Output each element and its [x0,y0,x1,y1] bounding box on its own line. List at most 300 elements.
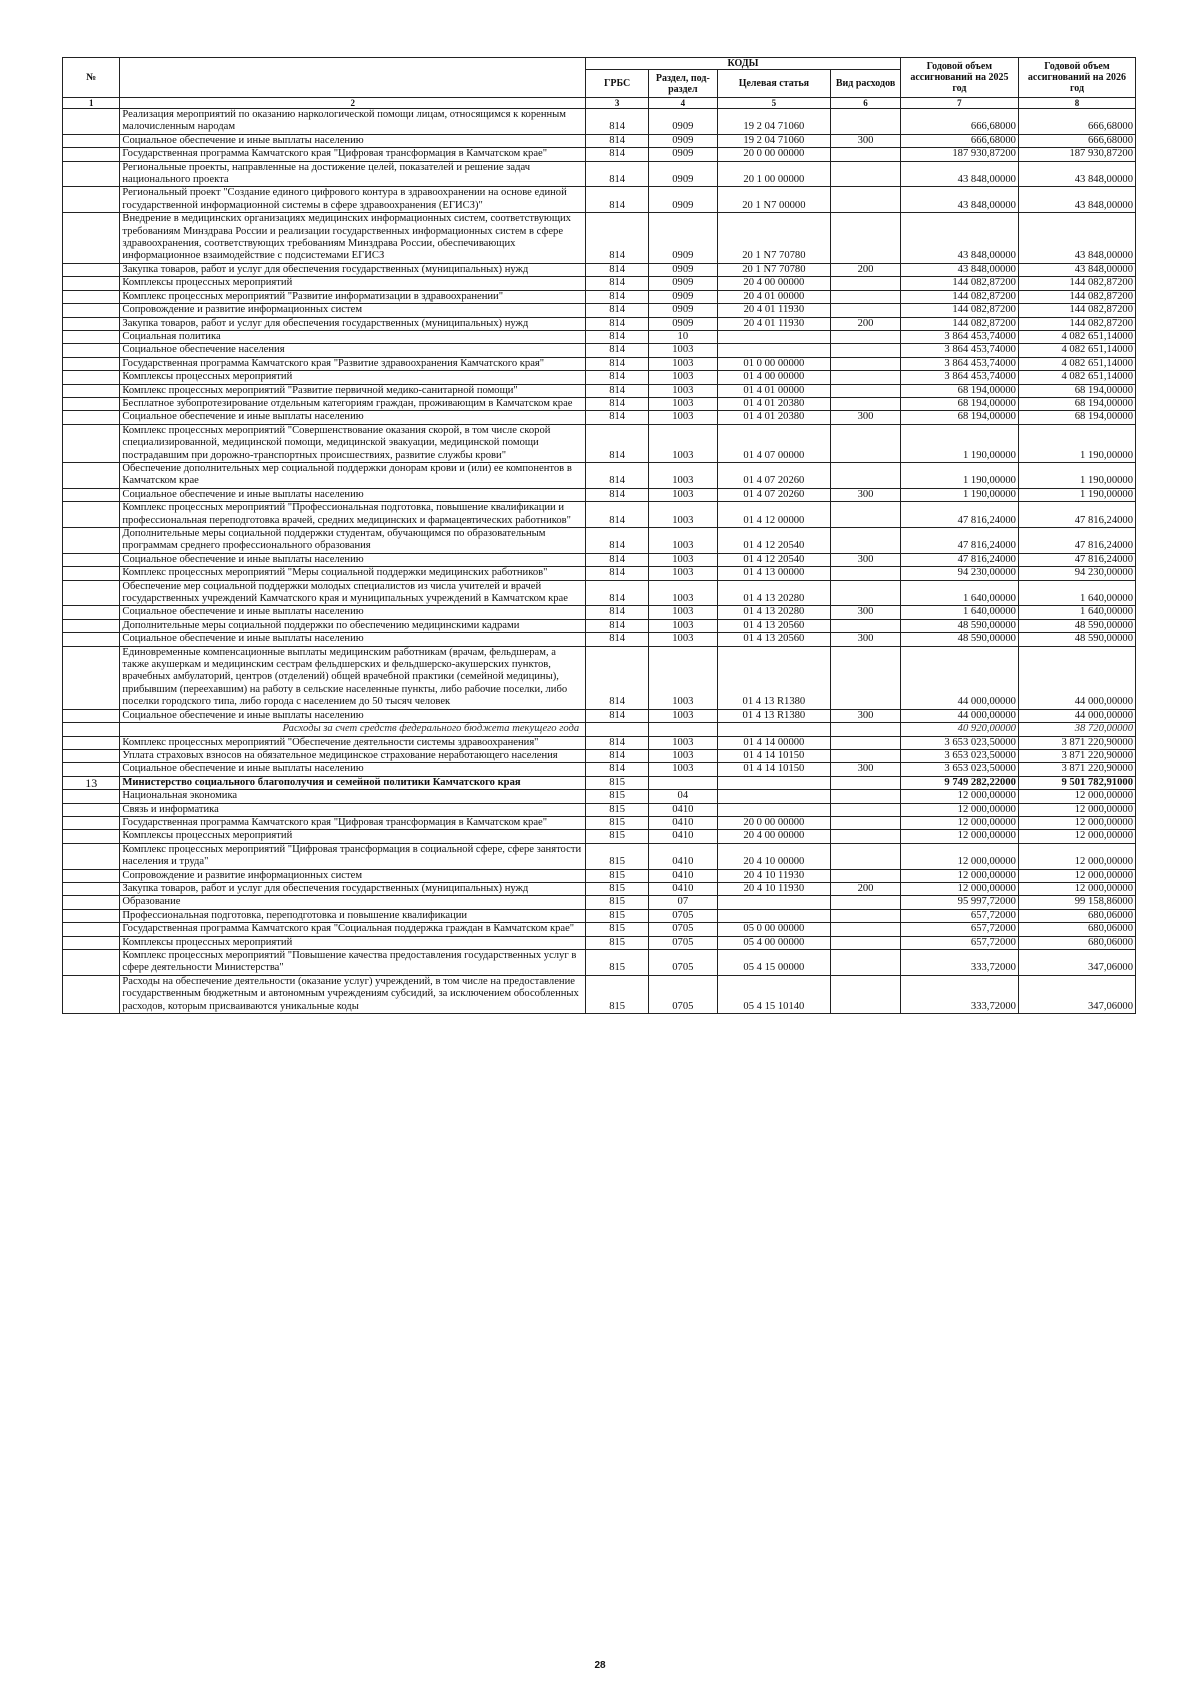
row-name: Социальная политика [120,330,586,343]
row-amount-2026: 3 871 220,90000 [1018,736,1135,749]
row-amount-2025: 3 864 453,74000 [900,357,1018,370]
row-amount-2025: 12 000,00000 [900,869,1018,882]
row-amount-2025: 68 194,00000 [900,384,1018,397]
row-target-article: 01 0 00 00000 [717,357,831,370]
row-grbs: 815 [586,776,649,789]
row-name: Сопровождение и развитие информационных систем [120,304,586,317]
row-amount-2026: 666,68000 [1018,134,1135,147]
row-name: Комплекс процессных мероприятий "Обеспечение деятельности системы здравоохранения" [120,736,586,749]
row-name: Комплекс процессных мероприятий "Повышение качества предоставления государственных услуг в сфере деятельности Министерства" [120,950,586,976]
row-number [63,397,120,410]
row-razdel: 1003 [649,502,717,528]
row-expense-type [831,304,901,317]
row-grbs: 815 [586,882,649,895]
row-razdel: 0705 [649,936,717,949]
row-target-article: 20 4 01 00000 [717,290,831,303]
table-row [63,567,1136,580]
row-number [63,502,120,528]
row-razdel: 1003 [649,580,717,606]
row-razdel: 10 [649,330,717,343]
row-razdel: 1003 [649,488,717,501]
row-amount-2025: 48 590,00000 [900,633,1018,646]
row-amount-2025: 144 082,87200 [900,304,1018,317]
row-name: Национальная экономика [120,790,586,803]
row-amount-2026: 47 816,24000 [1018,528,1135,554]
row-number [63,304,120,317]
row-grbs: 814 [586,371,649,384]
row-name: Дополнительные меры социальной поддержки по обеспечению медицинскими кадрами [120,619,586,632]
row-expense-type [831,213,901,264]
row-expense-type [831,528,901,554]
table-row [63,384,1136,397]
table-row [63,109,1136,135]
table-row [63,187,1136,213]
row-amount-2025: 12 000,00000 [900,882,1018,895]
row-grbs: 815 [586,975,649,1013]
row-amount-2026: 347,06000 [1018,975,1135,1013]
row-amount-2026: 43 848,00000 [1018,213,1135,264]
row-grbs: 815 [586,816,649,829]
row-expense-type [831,344,901,357]
row-amount-2025: 12 000,00000 [900,830,1018,843]
row-target-article: 01 4 13 20280 [717,580,831,606]
col-number: 7 [900,98,1018,109]
row-number [63,923,120,936]
table-row [63,344,1136,357]
table-row [63,528,1136,554]
row-name: Обеспечение дополнительных мер социальной поддержки донорам крови и (или) ее компонентов в Камчатском крае [120,462,586,488]
row-number [63,763,120,776]
row-amount-2025: 144 082,87200 [900,277,1018,290]
row-amount-2026: 12 000,00000 [1018,803,1135,816]
row-razdel [649,776,717,789]
row-razdel [649,723,717,736]
row-number [63,606,120,619]
table-row [63,950,1136,976]
row-amount-2025: 68 194,00000 [900,411,1018,424]
row-target-article: 05 4 00 00000 [717,936,831,949]
row-name: Сопровождение и развитие информационных систем [120,869,586,882]
row-expense-type [831,896,901,909]
row-name: Комплекс процессных мероприятий "Развитие первичной медико-санитарной помощи" [120,384,586,397]
row-target-article: 20 4 00 00000 [717,830,831,843]
table-row [63,304,1136,317]
header-expense-type: Вид расходов [831,70,901,98]
row-expense-type [831,723,901,736]
row-grbs: 814 [586,330,649,343]
row-expense-type: 300 [831,488,901,501]
row-expense-type [831,462,901,488]
row-expense-type [831,109,901,135]
table-row [63,736,1136,749]
row-amount-2025: 44 000,00000 [900,646,1018,709]
row-amount-2026: 680,06000 [1018,936,1135,949]
row-grbs: 814 [586,213,649,264]
row-grbs: 814 [586,317,649,330]
row-amount-2025: 657,72000 [900,909,1018,922]
row-razdel: 1003 [649,357,717,370]
row-grbs: 814 [586,763,649,776]
row-amount-2025: 95 997,72000 [900,896,1018,909]
row-razdel: 0909 [649,290,717,303]
row-razdel: 0705 [649,923,717,936]
row-target-article: 20 1 N7 70780 [717,213,831,264]
row-name: Комплексы процессных мероприятий [120,371,586,384]
row-grbs: 814 [586,161,649,187]
budget-table [62,57,1136,1014]
row-expense-type [831,830,901,843]
row-expense-type: 200 [831,882,901,895]
row-target-article: 01 4 13 R1380 [717,646,831,709]
row-name: Обеспечение мер социальной поддержки молодых специалистов из числа учителей и врачей государственных учреждений Камчатского края и муниципальных учреждений в Камчатском крае [120,580,586,606]
row-expense-type: 300 [831,763,901,776]
table-row [63,830,1136,843]
row-grbs: 815 [586,869,649,882]
row-target-article: 05 4 15 10140 [717,975,831,1013]
header-2026: Годовой объем ассигнований на 2026 год [1018,58,1135,98]
row-expense-type [831,424,901,462]
row-target-article: 01 4 07 20260 [717,488,831,501]
row-name: Социальное обеспечение и иные выплаты населению [120,411,586,424]
table-row [63,161,1136,187]
row-amount-2026: 12 000,00000 [1018,816,1135,829]
row-amount-2025: 1 190,00000 [900,462,1018,488]
row-name: Расходы на обеспечение деятельности (оказание услуг) учреждений, в том числе на предоставление государственным бюджетным и автономным учреждениям субсидий, за исключением обособленных расходов, которым присваиваются уникальные коды [120,975,586,1013]
row-name: Региональный проект "Создание единого цифрового контура в здравоохранении на основе единой государственной информационной системы в сфере здравоохранения (ЕГИСЗ)" [120,187,586,213]
row-grbs: 814 [586,646,649,709]
row-grbs: 814 [586,134,649,147]
row-grbs: 814 [586,397,649,410]
column-numbers-row [63,98,1136,109]
row-number [63,709,120,722]
row-target-article [717,330,831,343]
row-amount-2025: 47 816,24000 [900,528,1018,554]
row-expense-type [831,371,901,384]
row-amount-2025: 44 000,00000 [900,709,1018,722]
row-grbs: 814 [586,619,649,632]
row-number [63,187,120,213]
row-amount-2026: 94 230,00000 [1018,567,1135,580]
row-amount-2025: 144 082,87200 [900,317,1018,330]
row-grbs: 815 [586,790,649,803]
row-expense-type [831,502,901,528]
row-number [63,830,120,843]
row-number [63,424,120,462]
row-number [63,950,120,976]
table-row [63,606,1136,619]
row-expense-type [831,277,901,290]
row-amount-2025: 40 920,00000 [900,723,1018,736]
row-name: Единовременные компенсационные выплаты медицинским работникам (врачам, фельдшерам, а также акушеркам и медицинским сестрам фельдшерских и фельдшерско-акушерских пунктов, врачебных амбулаторий, центров (отделений) общей врачебной практики (семейной медицины), прибывшим (переехавшим) на работу в сельские населенные пункты, либо рабочие поселки, либо поселки городского типа, либо города с населением до 50 тысяч человек [120,646,586,709]
row-target-article: 01 4 13 00000 [717,567,831,580]
row-expense-type [831,187,901,213]
row-number [63,749,120,762]
row-target-article [717,896,831,909]
row-target-article: 01 4 13 20560 [717,633,831,646]
row-amount-2025: 333,72000 [900,950,1018,976]
row-amount-2026: 144 082,87200 [1018,304,1135,317]
row-amount-2026: 347,06000 [1018,950,1135,976]
row-amount-2026: 666,68000 [1018,109,1135,135]
row-grbs: 814 [586,580,649,606]
row-razdel: 1003 [649,528,717,554]
row-grbs: 815 [586,830,649,843]
row-target-article: 20 1 N7 00000 [717,187,831,213]
row-target-article: 05 0 00 00000 [717,923,831,936]
header-razdel: Раздел, под-раздел [649,70,717,98]
row-grbs: 814 [586,187,649,213]
row-razdel: 0909 [649,317,717,330]
row-name: Комплекс процессных мероприятий "Цифровая трансформация в социальной сфере, сфере занятости населения и труда" [120,843,586,869]
row-amount-2026: 144 082,87200 [1018,290,1135,303]
table-row [63,277,1136,290]
row-number [63,263,120,276]
row-grbs: 814 [586,290,649,303]
row-razdel: 1003 [649,736,717,749]
row-number [63,869,120,882]
row-amount-2026: 44 000,00000 [1018,646,1135,709]
row-expense-type [831,330,901,343]
row-name: Социальное обеспечение и иные выплаты населению [120,763,586,776]
table-row [63,749,1136,762]
row-amount-2026: 1 640,00000 [1018,606,1135,619]
row-target-article [717,909,831,922]
row-grbs: 814 [586,357,649,370]
table-row [63,633,1136,646]
row-expense-type [831,936,901,949]
table-row [63,936,1136,949]
row-razdel: 1003 [649,606,717,619]
row-number [63,213,120,264]
row-target-article [717,723,831,736]
row-amount-2026: 68 194,00000 [1018,397,1135,410]
row-name: Комплексы процессных мероприятий [120,830,586,843]
row-razdel: 0909 [649,263,717,276]
table-row [63,488,1136,501]
table-row [63,462,1136,488]
row-name: Дополнительные меры социальной поддержки студентам, обучающимся по образовательным программам среднего профессионального образования [120,528,586,554]
row-amount-2025: 68 194,00000 [900,397,1018,410]
row-amount-2025: 1 640,00000 [900,580,1018,606]
row-expense-type [831,619,901,632]
row-expense-type [831,290,901,303]
row-amount-2026: 68 194,00000 [1018,411,1135,424]
row-grbs: 814 [586,528,649,554]
row-expense-type [831,357,901,370]
row-number [63,936,120,949]
table-row [63,134,1136,147]
row-expense-type [831,749,901,762]
row-razdel: 1003 [649,567,717,580]
row-name: Реализация мероприятий по оказанию наркологической помощи лицам, относящимся к коренным малочисленным народам [120,109,586,135]
row-expense-type [831,567,901,580]
row-amount-2026: 43 848,00000 [1018,161,1135,187]
row-amount-2025: 657,72000 [900,923,1018,936]
table-row [63,882,1136,895]
row-expense-type [831,736,901,749]
row-amount-2025: 12 000,00000 [900,843,1018,869]
row-target-article: 01 4 01 20380 [717,397,831,410]
table-row [63,790,1136,803]
row-number [63,790,120,803]
col-number: 8 [1018,98,1135,109]
row-number [63,330,120,343]
row-expense-type [831,843,901,869]
row-razdel: 1003 [649,646,717,709]
row-razdel: 1003 [649,344,717,357]
row-amount-2026: 1 640,00000 [1018,580,1135,606]
table-row [63,411,1136,424]
row-number [63,975,120,1013]
row-name: Уплата страховых взносов на обязательное медицинское страхование неработающего населения [120,749,586,762]
row-grbs: 814 [586,736,649,749]
row-amount-2025: 1 190,00000 [900,424,1018,462]
row-amount-2025: 48 590,00000 [900,619,1018,632]
row-expense-type [831,384,901,397]
table-row [63,646,1136,709]
table-row [63,290,1136,303]
col-number: 2 [120,98,586,109]
header-codes: КОДЫ [586,58,901,70]
row-grbs: 815 [586,936,649,949]
row-grbs: 814 [586,488,649,501]
table-row [63,909,1136,922]
row-expense-type: 300 [831,134,901,147]
row-grbs: 814 [586,749,649,762]
row-target-article: 01 4 12 20540 [717,528,831,554]
row-amount-2026: 4 082 651,14000 [1018,357,1135,370]
row-number [63,371,120,384]
row-amount-2025: 657,72000 [900,936,1018,949]
row-razdel: 0705 [649,950,717,976]
row-amount-2026: 43 848,00000 [1018,187,1135,213]
row-grbs: 814 [586,567,649,580]
row-amount-2026: 43 848,00000 [1018,263,1135,276]
row-name: Закупка товаров, работ и услуг для обеспечения государственных (муниципальных) нужд [120,263,586,276]
row-number [63,633,120,646]
row-grbs: 814 [586,344,649,357]
row-target-article: 19 2 04 71060 [717,134,831,147]
row-expense-type [831,776,901,789]
row-grbs: 815 [586,843,649,869]
row-number [63,462,120,488]
row-razdel: 0909 [649,109,717,135]
row-amount-2025: 3 653 023,50000 [900,763,1018,776]
row-razdel: 0410 [649,843,717,869]
table-row [63,148,1136,161]
row-target-article: 19 2 04 71060 [717,109,831,135]
table-row [63,843,1136,869]
row-expense-type [831,803,901,816]
row-amount-2025: 12 000,00000 [900,803,1018,816]
row-expense-type [831,869,901,882]
row-razdel: 0705 [649,975,717,1013]
row-razdel: 1003 [649,384,717,397]
row-razdel: 07 [649,896,717,909]
table-row [63,869,1136,882]
row-amount-2026: 47 816,24000 [1018,553,1135,566]
row-grbs: 814 [586,424,649,462]
row-target-article: 01 4 14 00000 [717,736,831,749]
row-target-article: 20 4 01 11930 [717,317,831,330]
row-number [63,843,120,869]
header-2025: Годовой объем ассигнований на 2025 год [900,58,1018,98]
row-amount-2026: 12 000,00000 [1018,790,1135,803]
row-razdel: 0410 [649,882,717,895]
row-expense-type: 300 [831,633,901,646]
row-grbs: 814 [586,553,649,566]
row-razdel: 0909 [649,148,717,161]
row-razdel: 0909 [649,134,717,147]
table-row [63,776,1136,789]
row-number [63,567,120,580]
row-number [63,882,120,895]
row-expense-type [831,975,901,1013]
row-amount-2026: 1 190,00000 [1018,488,1135,501]
row-amount-2026: 144 082,87200 [1018,317,1135,330]
row-razdel: 0410 [649,830,717,843]
row-target-article: 01 4 07 00000 [717,424,831,462]
row-expense-type [831,397,901,410]
row-name: Закупка товаров, работ и услуг для обеспечения государственных (муниципальных) нужд [120,882,586,895]
row-number [63,528,120,554]
header-name [120,58,586,98]
row-name: Государственная программа Камчатского края "Развитие здравоохранения Камчатского края" [120,357,586,370]
row-name: Социальное обеспечение и иные выплаты населению [120,553,586,566]
table-row [63,580,1136,606]
row-grbs: 814 [586,709,649,722]
row-number [63,646,120,709]
row-expense-type [831,816,901,829]
row-amount-2025: 3 864 453,74000 [900,330,1018,343]
col-number: 6 [831,98,901,109]
table-row [63,816,1136,829]
row-target-article: 20 4 00 00000 [717,277,831,290]
table-row [63,619,1136,632]
table-row [63,709,1136,722]
table-row [63,803,1136,816]
row-target-article: 01 4 00 00000 [717,371,831,384]
table-row [63,723,1136,736]
row-number [63,344,120,357]
row-razdel: 1003 [649,763,717,776]
row-target-article: 20 1 N7 70780 [717,263,831,276]
row-grbs: 814 [586,502,649,528]
row-grbs: 815 [586,896,649,909]
row-amount-2025: 12 000,00000 [900,790,1018,803]
table-row [63,263,1136,276]
row-name: Связь и информатика [120,803,586,816]
row-amount-2025: 144 082,87200 [900,290,1018,303]
row-number [63,411,120,424]
row-target-article: 01 4 13 20560 [717,619,831,632]
row-expense-type: 300 [831,606,901,619]
row-number [63,161,120,187]
row-number [63,816,120,829]
row-target-article: 01 4 07 20260 [717,462,831,488]
row-name: Закупка товаров, работ и услуг для обеспечения государственных (муниципальных) нужд [120,317,586,330]
header-target-article: Целевая статья [717,70,831,98]
row-amount-2025: 3 653 023,50000 [900,749,1018,762]
row-razdel: 0410 [649,869,717,882]
row-number [63,109,120,135]
row-name: Комплекс процессных мероприятий "Совершенствование оказания скорой, в том числе скорой специализированной, медицинской помощи, медицинской эвакуации, медицинской помощи пострадавшим при дорожно-транспортных происшествиях, развитие службы крови" [120,424,586,462]
row-number [63,803,120,816]
row-grbs: 814 [586,462,649,488]
row-razdel: 0909 [649,161,717,187]
row-amount-2025: 3 864 453,74000 [900,344,1018,357]
col-number: 4 [649,98,717,109]
